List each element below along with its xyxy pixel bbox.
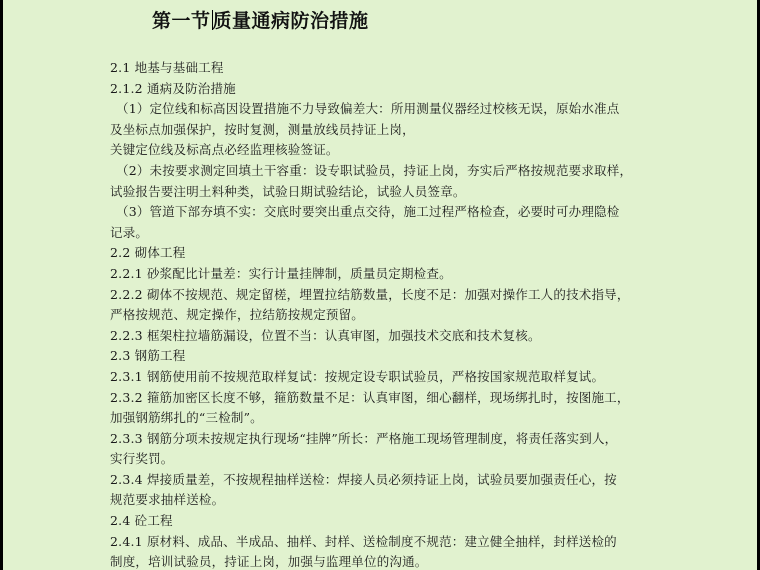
- paragraph-line: 实行奖罚。: [110, 451, 174, 467]
- paragraph-line: （2）未按要求测定回填土干容重：设专职试验员，持证上岗，夯实后严格按规范要求取样，: [116, 162, 633, 178]
- paragraph-line: （1）定位线和标高因设置措施不力导致偏差大：所用测量仪器经过校核无误，原始水准点: [116, 101, 620, 117]
- paragraph-line: 2.4.1 原材料、成品、半成品、抽样、封样、送检制度不规范：建立健全抽样，封样送检的: [110, 533, 617, 549]
- paragraph-line: 2.2.1 砂浆配比计量差：实行计量挂牌制，质量员定期检查。: [110, 265, 452, 281]
- section-title-number: 第一节: [152, 10, 211, 32]
- paragraph-line: 关键定位线及标高点必经监理核验签证。: [110, 142, 339, 158]
- paragraph-line: 严格按规范、规定操作，拉结筋按规定预留。: [110, 307, 365, 323]
- left-frame-border: [0, 0, 3, 570]
- paragraph-line: （3）管道下部夯填不实：交底时要突出重点交待，施工过程严格检查，必要时可办理隐检: [116, 204, 620, 220]
- paragraph-line: 2.3.2 箍筋加密区长度不够，箍筋数量不足：认真审图，细心翻样，现场绑扎时，按图施工，: [110, 389, 630, 405]
- heading-2-2: 2.2 砌体工程: [110, 245, 186, 261]
- heading-2-1: 2.1 地基与基础工程: [110, 60, 224, 75]
- paragraph-line: 2.3.4 焊接质量差，不按规程抽样送检：焊接人员必须持证上岗，试验员要加强责任心，按: [110, 471, 617, 487]
- paragraph-line: 2.3.3 钢筋分项未按规定执行现场“挂牌”所长：严格施工现场管理制度，将责任落实到人，: [110, 430, 618, 446]
- paragraph-line: 制度，培训试验员，持证上岗，加强与监理单位的沟通。: [110, 554, 428, 570]
- paragraph-line: 规范要求抽样送检。: [110, 492, 225, 508]
- document-body: [110, 58, 670, 570]
- section-title: [152, 6, 369, 33]
- section-title-text: 质量通病防治措施: [212, 10, 369, 32]
- paragraph-line: 试验报告要注明土料种类，试验日期试验结论，试验人员签章。: [110, 183, 466, 199]
- paragraph-line: 加强钢筋绑扎的“三检制”。: [110, 410, 263, 426]
- heading-2-4: 2.4 砼工程: [110, 513, 173, 529]
- paragraph-line: 及坐标点加强保护，按时复测，测量放线员持证上岗，: [110, 121, 415, 137]
- heading-2-1-2: 2.1.2 通病及防治措施: [110, 80, 236, 96]
- paragraph-line: 2.2.2 砌体不按规范、规定留槎，埋置拉结筋数量，长度不足：加强对操作工人的技术指导，: [110, 286, 630, 302]
- paragraph-line: 2.2.3 框架柱拉墙筋漏设，位置不当：认真审图，加强技术交底和技术复核。: [110, 327, 541, 343]
- paragraph-line: 记录。: [110, 224, 149, 240]
- paragraph-line: 2.3.1 钢筋使用前不按规范取样复试：按规定设专职试验员，严格按国家规范取样复试。: [110, 368, 605, 384]
- heading-2-3: 2.3 钢筋工程: [110, 348, 186, 364]
